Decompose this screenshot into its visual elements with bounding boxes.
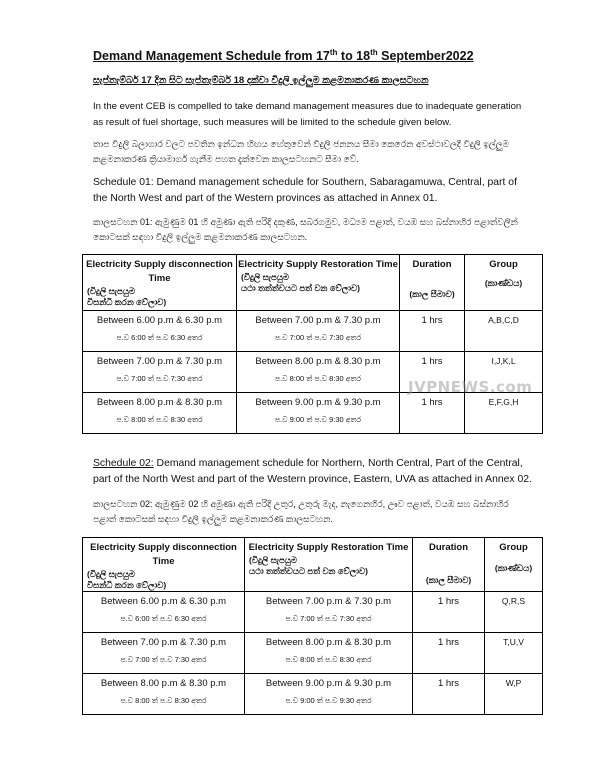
group-cell: Q,R,S xyxy=(485,592,543,633)
table-header-row xyxy=(83,538,543,592)
header-restoration-en: Electricity Supply Restoration Time xyxy=(238,259,398,270)
group-cell: W,P xyxy=(485,674,543,715)
group-cell: T,U,V xyxy=(485,633,543,674)
restoration-cell xyxy=(245,633,413,674)
disconnection-cell xyxy=(83,592,245,633)
intro-english: In the event CEB is compelled to take demand management measures due to inadequate generation as result of fuel shortage, such measures will be limited to the schedule given below. xyxy=(93,101,522,128)
schedule1-title: Schedule 01: Demand management schedule for Southern, Sabaragamuwa, Central, part of the North West and part of the Western provinces as attached in Annex 01. xyxy=(93,177,517,204)
disconnection-time: Between 7.00 p.m & 7.30 p.m xyxy=(100,637,227,648)
disconnection-time-si: ප.ව 8:00 ත් ප.ව 8:30 අතර xyxy=(120,696,207,705)
group-cell: E,F,G,H xyxy=(465,393,543,434)
schedule1-title-sinhala: කාලසටහන 01: ඇමුණුම 01 හි අමුණා ඇති පරිදි දකුණ, සබරගමුව, මධ්‍යම පළාත්, වයඹ සහ බස්නාහිර පළාත්වලින් කොටසක් සඳහා විදුලි ඉල්ලුම කළමනාකරණ කාලසටහන. xyxy=(93,217,518,242)
duration-cell: 1 hrs xyxy=(413,633,485,674)
header-disconnection xyxy=(83,255,237,311)
disconnection-time-si: ප.ව 6:00 ත් ප.ව 6:30 අතර xyxy=(116,333,203,342)
header-restoration-si: (විදුලි සැපයුම යථා තත්ත්වයට පත් වන වේලාව) xyxy=(249,555,368,576)
restoration-time: Between 8.00 p.m & 8.30 p.m xyxy=(255,356,381,367)
disconnection-time: Between 8.00 p.m & 8.30 p.m xyxy=(100,678,227,689)
restoration-time-si: ප.ව 8:00 ත් ප.ව 8:30 අතර xyxy=(285,655,372,664)
duration-cell: 1 hrs xyxy=(413,592,485,633)
header-duration-en: Duration xyxy=(428,542,469,553)
header-duration-si: (කාල සීමාව) xyxy=(425,575,472,585)
header-disconnection-en: Electricity Supply disconnection Time xyxy=(86,259,233,284)
disconnection-cell xyxy=(83,311,237,352)
header-group xyxy=(465,255,543,311)
table-row xyxy=(83,311,543,352)
schedule1-table xyxy=(82,254,543,434)
header-duration-en: Duration xyxy=(412,259,452,270)
restoration-time: Between 9.00 p.m & 9.30 p.m xyxy=(265,678,392,689)
group-cell: I,J,K,L xyxy=(465,352,543,393)
header-restoration-si: (විදුලි සැපයුම යථා තත්ත්වයට පත් වන වේලාව) xyxy=(241,272,360,293)
disconnection-time-si: ප.ව 7:00 ත් ප.ව 7:30 අතර xyxy=(116,374,203,383)
header-disconnection-si: (විදුලි සැපයුම විසන්ධි කරන වේලාව) xyxy=(87,286,167,307)
restoration-time-si: ප.ව 7:00 ත් ප.ව 7:30 අතර xyxy=(285,614,372,623)
header-group-si: (කාණ්ඩය) xyxy=(494,563,533,573)
disconnection-time: Between 6.00 p.m & 6.30 p.m xyxy=(100,596,227,607)
restoration-time: Between 7.00 p.m & 7.30 p.m xyxy=(255,315,381,326)
page-title: Demand Management Schedule from 17th to 18th September2022 xyxy=(93,48,474,64)
header-disconnection-si: (විදුලි සැපයුම විසන්ධි කරන වේලාව) xyxy=(87,569,167,590)
restoration-time-si: ප.ව 9:00 ත් ප.ව 9:30 අතර xyxy=(274,415,362,424)
restoration-cell xyxy=(237,352,400,393)
restoration-time-si: ප.ව 9:00 ත් ප.ව 9:30 අතර xyxy=(285,696,372,705)
sinhala-title: සැප්තැම්බර් 17 දින සිට සැප්තැම්බර් 18 දක්වා විදුලි ඉල්ලුම කළමනාකරණ කාලසටහන xyxy=(93,75,429,86)
disconnection-time-si: ප.ව 8:00 ත් ප.ව 8:30 අතර xyxy=(116,415,203,424)
header-duration-si: (කාල සීමාව) xyxy=(409,289,455,299)
disconnection-cell xyxy=(83,674,245,715)
disconnection-cell xyxy=(83,393,237,434)
schedule2-rows xyxy=(83,592,543,715)
duration-cell: 1 hrs xyxy=(400,311,465,352)
header-disconnection xyxy=(83,538,245,592)
disconnection-time-si: ප.ව 6:00 ත් ප.ව 6:30 අතර xyxy=(120,614,207,623)
schedule2-label: Schedule 02: xyxy=(93,458,154,469)
watermark: JVPNEWS.com xyxy=(408,378,533,396)
disconnection-time-si: ප.ව 7:00 ත් ප.ව 7:30 අතර xyxy=(120,655,207,664)
header-disconnection-en: Electricity Supply disconnection Time xyxy=(90,542,237,567)
group-cell: A,B,C,D xyxy=(465,311,543,352)
schedule1-rows xyxy=(83,311,543,434)
duration-cell: 1 hrs xyxy=(400,393,465,434)
table-row xyxy=(83,393,543,434)
header-duration xyxy=(413,538,485,592)
header-group-en: Group xyxy=(499,542,528,553)
table-row xyxy=(83,592,543,633)
restoration-cell xyxy=(237,393,400,434)
restoration-time-si: ප.ව 7:00 ත් ප.ව 7:30 අතර xyxy=(274,333,362,342)
header-restoration-en: Electricity Supply Restoration Time xyxy=(248,542,409,553)
restoration-time-si: ප.ව 8:00 ත් ප.ව 8:30 අතර xyxy=(274,374,362,383)
restoration-time: Between 9.00 p.m & 9.30 p.m xyxy=(255,397,381,408)
header-group-en: Group xyxy=(489,259,518,270)
schedule2-title xyxy=(93,456,533,488)
header-duration xyxy=(400,255,465,311)
table-row xyxy=(83,674,543,715)
disconnection-cell xyxy=(83,352,237,393)
restoration-cell xyxy=(237,311,400,352)
duration-cell: 1 hrs xyxy=(413,674,485,715)
table-row xyxy=(83,633,543,674)
restoration-time: Between 7.00 p.m & 7.30 p.m xyxy=(265,596,392,607)
schedule2-title-rest: Demand management schedule for Northern, North Central, Part of the Central, part of the North West and part of the Western province, Eastern, UVA as attached in Annex 02. xyxy=(93,458,532,485)
restoration-time: Between 8.00 p.m & 8.30 p.m xyxy=(265,637,392,648)
disconnection-cell xyxy=(83,633,245,674)
header-restoration xyxy=(245,538,413,592)
schedule2-table xyxy=(82,537,543,715)
disconnection-time: Between 8.00 p.m & 8.30 p.m xyxy=(96,397,223,408)
disconnection-time: Between 6.00 p.m & 6.30 p.m xyxy=(96,315,223,326)
intro-sinhala: තාප විදුලි බලාගාර වලට පවතින ඉන්ධන හිඟය හේතුවෙන් විදුලි ජනනය සීමා කෙරෙන අවස්ථාවලදී විදුලි ඉල්ලුම කළමනාකරණ ක්‍රියාමාර්ග ගැනීම පහත දැක්වෙන කාලසටහනට සීමා වේ. xyxy=(93,139,510,164)
schedule2-title-sinhala: කාලසටහන 02: ඇමුණුම 02 හි අමුණා ඇති පරිදි උතුර, උතුරු මැද, නැගෙනහිර, ඌව පළාත්, වයඹ සහ බස්නාහිර පළාත් කොටසක් සඳහා විදුලි ඉල්ලුම කළමනාකරණ කාලසටහන. xyxy=(93,499,509,524)
header-group xyxy=(485,538,543,592)
restoration-cell xyxy=(245,674,413,715)
table-header-row xyxy=(83,255,543,311)
header-restoration xyxy=(237,255,400,311)
restoration-cell xyxy=(245,592,413,633)
duration-cell: 1 hrs xyxy=(400,352,465,393)
header-group-si: (කාණ්ඩය) xyxy=(484,278,523,288)
disconnection-time: Between 7.00 p.m & 7.30 p.m xyxy=(96,356,223,367)
